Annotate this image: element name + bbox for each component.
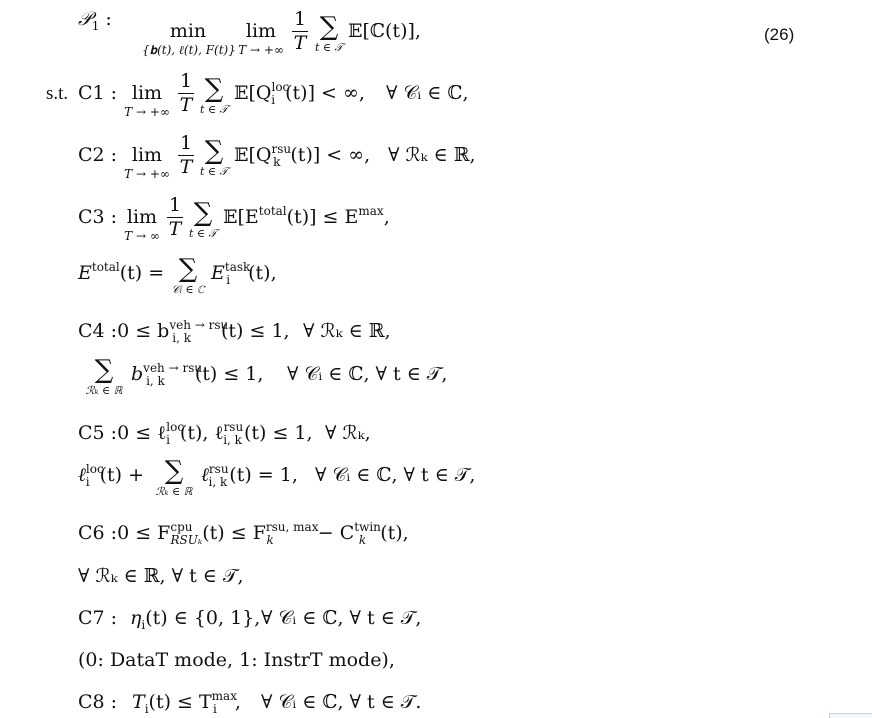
c6-sup2: rsu, max — [265, 520, 319, 534]
c2-sum-under: t ∈ 𝒯 — [200, 165, 228, 178]
c3-sum — [186, 200, 220, 239]
c5-label: C5 : — [78, 422, 118, 444]
lim-under: T → +∞ — [238, 43, 284, 57]
c5b-sub: i, k — [208, 475, 228, 489]
c6-label: C6 : — [78, 522, 118, 544]
min-under: {𝐛(t), ℓ(t), F(t)} — [142, 43, 236, 57]
c6-sup3: twin — [354, 520, 381, 534]
c2-body-post: (t)] < ∞, — [290, 144, 371, 166]
c1-body-post: (t)] < ∞, — [285, 82, 365, 104]
c3-body — [223, 204, 390, 228]
c4-body-post: (t) ≤ 1, — [221, 320, 290, 342]
c5b-lhs — [78, 462, 144, 489]
c3-frac-den: T — [168, 218, 182, 240]
frac-num: 1 — [293, 8, 307, 30]
c2-sup: rsu — [271, 142, 292, 156]
c3-sup2: max — [358, 204, 384, 218]
c8-label: C8 : — [78, 691, 118, 713]
c8-body-post: , — [234, 691, 241, 713]
c2-cond: ∀ ℛₖ ∈ ℝ, — [388, 144, 476, 166]
c8-sup: max — [211, 689, 237, 703]
c6-sub2: k — [266, 533, 274, 547]
c6-sub: RSUₖ — [170, 533, 203, 547]
c4b-sub: i, k — [146, 374, 165, 388]
c2-lim — [118, 146, 176, 180]
c5b-lhs-l: ℓ — [78, 464, 86, 486]
c1-lim-under: T → +∞ — [124, 105, 170, 119]
c1-sup: loc — [271, 80, 290, 94]
sum-sign: ∑ — [319, 12, 339, 42]
c7-label: C7 : — [78, 607, 118, 629]
c8-body-pre: T — [132, 691, 145, 713]
c5b-sum — [150, 458, 198, 497]
c2-frac-den: T — [179, 156, 193, 178]
c3-body-post: (t)] ≤ E — [286, 206, 359, 228]
c1-body — [234, 80, 365, 107]
c7-body — [130, 607, 261, 632]
c3-frac — [167, 196, 183, 239]
c3-sum-under: t ∈ 𝒯 — [189, 227, 217, 240]
objective-frac — [292, 10, 308, 53]
c4-sup: veh → rsu — [169, 318, 229, 332]
c1-lim — [118, 84, 176, 118]
c5-sup: loc — [166, 420, 185, 434]
objective-row — [78, 8, 112, 33]
c4-body-pre: 0 ≤ b — [117, 320, 170, 342]
c4b-sum — [80, 357, 128, 396]
c3-lim-under: T → ∞ — [124, 229, 160, 243]
c1-frac-den: T — [179, 94, 193, 116]
etotal-lhs-post: (t) = — [119, 262, 165, 284]
c2-body — [234, 142, 371, 169]
c2-lim-under: T → +∞ — [124, 167, 170, 181]
c7-body-pre: η — [130, 607, 142, 629]
etotal-lhs — [78, 260, 165, 284]
frac-den: T — [293, 32, 307, 54]
c5-cond: ∀ ℛₖ, — [325, 422, 371, 444]
c6b-cond: ∀ ℛₖ ∈ ℝ, ∀ t ∈ 𝒯, — [78, 565, 244, 587]
c3-frac-num: 1 — [168, 194, 182, 216]
c6-body-post: (t), — [380, 522, 409, 544]
etotal-sum-under: 𝒞ᵢ ∈ ℂ — [171, 283, 205, 296]
problem-name: 𝒫 — [78, 8, 92, 30]
c8-cond: ∀ 𝒞ᵢ ∈ ℂ, ∀ t ∈ 𝒯. — [261, 691, 422, 713]
c5-sub2: i, k — [223, 433, 242, 447]
c5b-lhs-sub: i — [85, 475, 90, 489]
c3-lim-op: lim — [126, 206, 158, 228]
c6-body-mid: (t) ≤ F — [202, 522, 266, 544]
c5-body-pre: 0 ≤ ℓ — [117, 422, 167, 444]
st-label: s.t. — [46, 83, 69, 104]
problem-name-sub: 1 — [91, 19, 100, 33]
etotal-rhs-post: (t), — [248, 262, 277, 284]
c5b-body-post: (t) = 1, — [229, 464, 298, 486]
c4b-sup: veh → rsu — [143, 361, 203, 375]
c1-cond: ∀ 𝒞ᵢ ∈ ℂ, — [386, 82, 469, 104]
c5-row — [78, 420, 313, 447]
etotal-sum-sign: ∑ — [178, 254, 198, 284]
problem-colon: : — [105, 8, 112, 30]
etotal-rhs-sup: task — [224, 260, 251, 274]
c6-body-pre: 0 ≤ F — [117, 522, 171, 544]
c2-sub: k — [273, 155, 281, 169]
c1-frac-num: 1 — [179, 70, 193, 92]
etotal-rhs — [211, 260, 277, 287]
lim-operator: lim — [245, 20, 277, 42]
c5-body-mid: (t), ℓ — [179, 422, 224, 444]
c4b-body-post: (t) ≤ 1, — [194, 363, 264, 385]
c2-body-pre: 𝔼[Q — [234, 144, 272, 166]
c5-sup2: rsu — [223, 420, 244, 434]
c4-row — [78, 318, 290, 345]
c8-body-mid: (t) ≤ T — [148, 691, 212, 713]
etotal-rhs-e: E — [211, 262, 225, 284]
c2-frac — [178, 134, 194, 177]
sum-under: t ∈ 𝒯 — [315, 41, 343, 54]
c4b-body-pre: b — [131, 363, 144, 385]
objective-sum — [312, 14, 346, 53]
c1-label: C1 : — [78, 82, 118, 104]
etotal-sum — [166, 256, 210, 295]
c3-sum-sign: ∑ — [193, 198, 213, 228]
c4-cond: ∀ ℛₖ ∈ ℝ, — [303, 320, 391, 342]
scroll-corner — [829, 713, 872, 718]
c8-sub: i — [144, 702, 149, 716]
c1-lim-op: lim — [131, 82, 163, 104]
c5b-sum-under: ℛₖ ∈ ℝ — [155, 485, 193, 498]
c1-frac — [178, 72, 194, 115]
c7-cond: ∀ 𝒞ᵢ ∈ ℂ, ∀ t ∈ 𝒯, — [261, 607, 422, 629]
c4-sub: i, k — [172, 331, 191, 345]
c2-frac-num: 1 — [179, 132, 193, 154]
c8-body — [132, 689, 241, 716]
c8-sub2: i — [212, 702, 217, 716]
objective-lim — [234, 22, 288, 56]
c5b-cond: ∀ 𝒞ᵢ ∈ ℂ, ∀ t ∈ 𝒯, — [315, 464, 476, 486]
c6-sub3: k — [358, 533, 367, 547]
c5b-sup: rsu — [208, 462, 229, 476]
c3-body-pre: 𝔼[E — [223, 206, 259, 228]
c3-sup: total — [258, 204, 287, 218]
c6-row — [78, 520, 409, 547]
c1-body-pre: 𝔼[Q — [234, 82, 272, 104]
c5-sub: i — [166, 433, 170, 447]
c4b-cond: ∀ 𝒞ᵢ ∈ ℂ, ∀ t ∈ 𝒯, — [287, 363, 448, 385]
c2-sum — [197, 138, 231, 177]
c6-body-mid2: − C — [317, 522, 355, 544]
c1-sum — [197, 76, 231, 115]
c7-sub: i — [141, 618, 146, 632]
c5b-body-pre: ℓ — [201, 464, 209, 486]
objective-body: 𝔼[ℂ(t)], — [348, 20, 421, 42]
min-operator: min — [169, 20, 207, 42]
c1-sum-under: t ∈ 𝒯 — [200, 103, 228, 116]
etotal-lhs-sup: total — [91, 260, 120, 274]
c5b-lhs-post: (t) + — [99, 464, 144, 486]
etotal-rhs-sub: i — [226, 273, 231, 287]
c5b-sum-sign: ∑ — [164, 456, 184, 486]
c3-body-end: , — [383, 206, 390, 228]
c2-sum-sign: ∑ — [204, 136, 224, 166]
c5b-body — [201, 462, 298, 489]
c3-lim — [118, 208, 166, 242]
c4-label: C4 : — [78, 320, 118, 342]
c5b-lhs-sup: loc — [85, 462, 104, 476]
c1-sum-sign: ∑ — [204, 74, 224, 104]
c2-lim-op: lim — [131, 144, 163, 166]
c5-body-post: (t) ≤ 1, — [243, 422, 313, 444]
c6-sup: cpu — [170, 520, 193, 534]
c2-label: C2 : — [78, 144, 118, 166]
c7-body-post: (t) ∈ {0, 1}, — [145, 607, 261, 629]
c4b-sum-sign: ∑ — [94, 355, 114, 385]
c7b-text: (0: DataT mode, 1: InstrT mode), — [78, 649, 395, 671]
objective-min — [142, 22, 234, 56]
c4b-body — [131, 361, 264, 388]
etotal-lhs-e: E — [78, 262, 92, 284]
c1-sub: i — [271, 93, 276, 107]
c4b-sum-under: ℛₖ ∈ ℝ — [85, 384, 123, 397]
equation-number: (26) — [764, 25, 795, 44]
c3-label: C3 : — [78, 206, 118, 228]
